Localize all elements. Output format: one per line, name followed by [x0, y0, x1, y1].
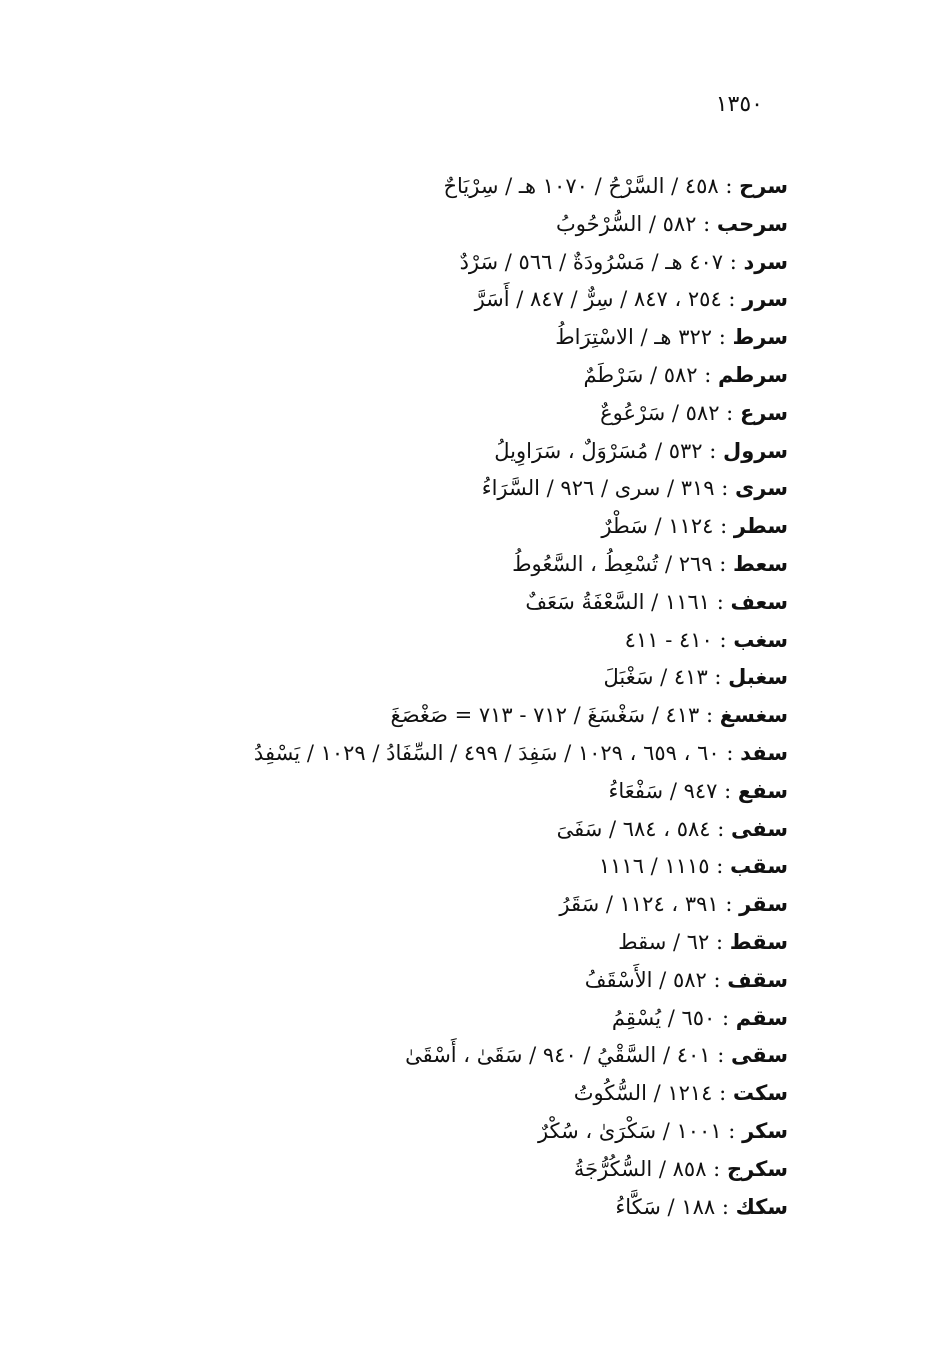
entry-root: سرد [743, 249, 788, 274]
entry-root: سرى [735, 476, 788, 501]
entry-root: سقف [727, 967, 788, 992]
entry-root: سرع [739, 400, 788, 425]
index-entry: سرول : ٥٣٢ / مُسَرْوَلٌ ، سَرَاوِيلُ [494, 438, 788, 463]
entry-root: سغبل [728, 665, 788, 690]
entry-root: سعف [730, 589, 788, 614]
entry-refs: ٤١٠ - ٤١١ [624, 627, 713, 652]
entry-root: سرط [732, 325, 788, 350]
entry-refs: ٢٦٩ / تُسْعِطُ ، السَّعُوطُ [512, 551, 713, 576]
index-entry: سغب : ٤١٠ - ٤١١ [624, 627, 788, 652]
index-entry: سرع : ٥٨٢ / سَرْعُوعٌ [600, 400, 788, 425]
entry-root: سرحب [716, 211, 788, 236]
index-entry: سقف : ٥٨٢ / الأَسْقَفُ [584, 967, 788, 992]
entry-refs: ٥٨٤ ، ٦٨٤ / سَفَىَ [556, 816, 711, 841]
entry-refs: ٤١٣ / سَغْبَلَ [603, 665, 708, 690]
index-entry: سعف : ١١٦١ / السَّعْفَةُ سَعَفٌ [525, 589, 788, 614]
entry-root: سفع [737, 778, 788, 803]
entry-root: سكرج [726, 1156, 788, 1181]
entry-refs: ٦٠ ، ٦٥٩ ، ١٠٢٩ / سَفِدَ / ٤٩٩ / السِّفَادُ / ١٠٢٩ / يَسْفِدُ [253, 740, 720, 765]
entry-refs: ١١٢٤ / سَطْرٌ [601, 514, 714, 539]
index-entry: سكرج : ٨٥٨ / السُّكُرُّجَةُ [573, 1156, 788, 1181]
entry-root: سكت [732, 1081, 788, 1106]
entry-refs: ٥٨٢ / سَرْطَمٌ [583, 362, 698, 387]
entry-refs: ١٢١٤ / السُّكُوتُ [573, 1081, 713, 1106]
index-entry: سرطم : ٥٨٢ / سَرْطَمٌ [583, 362, 788, 387]
entry-root: سقر [739, 892, 788, 917]
index-entry: سقم : ٦٥٠ / يُسْقِمُ [611, 1005, 788, 1030]
entry-root: سقب [730, 854, 788, 879]
entry-root: سكك [735, 1194, 788, 1219]
index-entry: سرى : ٣١٩ / سرى / ٩٢٦ / السَّرَاءُ [481, 476, 788, 501]
index-entry: سغسغ : ٤١٣ / سَغْسَغَ / ٧١٢ - ٧١٣ = صَغْصَغَ [390, 703, 788, 728]
index-entry: سرح : ٤٥٨ / السَّرْحُ / ١٠٧٠ هـ / سِرْيَاحٌ [443, 174, 788, 198]
index-entries [68, 168, 788, 1226]
index-entry: سفع : ٩٤٧ / سَفْعَاءُ [608, 778, 788, 803]
entry-root: سرول [723, 438, 788, 463]
entry-refs: ٤٠٧ هـ / مَسْرُودَةٌ / ٥٦٦ / سَرْدٌ [459, 249, 724, 274]
entry-refs: ٤٥٨ / السَّرْحُ / ١٠٧٠ هـ / سِرْيَاحٌ [443, 174, 719, 198]
entry-refs: ١٨٨ / سَكَّاءُ [615, 1194, 716, 1219]
index-entry: سطر : ١١٢٤ / سَطْرٌ [601, 514, 788, 539]
entry-refs: ٥٨٢ / السُّرْحُوبُ [556, 211, 697, 236]
entry-refs: ٨٥٨ / السُّكُرُّجَةُ [573, 1156, 707, 1181]
index-entry: سغبل : ٤١٣ / سَغْبَلَ [603, 665, 788, 690]
entry-refs: ٣١٩ / سرى / ٩٢٦ / السَّرَاءُ [481, 476, 715, 501]
entry-root: سقم [735, 1005, 788, 1030]
index-entry: سعط : ٢٦٩ / تُسْعِطُ ، السَّعُوطُ [512, 551, 788, 576]
index-entry: سرحب : ٥٨٢ / السُّرْحُوبُ [556, 211, 788, 236]
index-entry: سقب : ١١١٥ / ١١١٦ [598, 854, 788, 879]
entry-refs: ٢٥٤ ، ٨٤٧ / سِرٌّ / ٨٤٧ / أَسَرَّ [474, 287, 722, 312]
entry-root: سقى [730, 1043, 788, 1068]
entry-refs: ٤١٣ / سَغْسَغَ / ٧١٢ - ٧١٣ = صَغْصَغَ [390, 703, 700, 728]
index-entry: سفد : ٦٠ ، ٦٥٩ ، ١٠٢٩ / سَفِدَ / ٤٩٩ / السِّفَادُ / ١٠٢٩ / يَسْفِدُ [253, 740, 788, 765]
entry-refs: ٣٢٢ هـ / الاسْتِرَاطُ [555, 325, 713, 350]
index-entry: سرر : ٢٥٤ ، ٨٤٧ / سِرٌّ / ٨٤٧ / أَسَرَّ [474, 287, 788, 312]
entry-root: سعط [733, 551, 788, 576]
entry-root: سفد [740, 740, 788, 765]
index-entry: سكر : ١٠٠١ / سَكْرَىٰ ، سُكْرٌ [537, 1118, 788, 1143]
index-entry: سقط : ٦٢ / سقط [618, 929, 788, 954]
entry-refs: ٥٨٢ / سَرْعُوعٌ [600, 400, 720, 425]
entry-refs: ٩٤٧ / سَفْعَاءُ [608, 778, 718, 803]
entry-root: سكر [742, 1118, 788, 1143]
entry-refs: ١١١٥ / ١١١٦ [598, 854, 710, 879]
entry-root: سرر [742, 287, 788, 312]
index-entry: سقى : ٤٠١ / السَّقْيُ / ٩٤٠ / سَقَىٰ ، أَسْقَىٰ [405, 1043, 788, 1068]
entry-root: سقط [729, 929, 788, 954]
entry-refs: ٥٣٢ / مُسَرْوَلٌ ، سَرَاوِيلُ [494, 438, 703, 463]
page-number: ١٣٥٠ [715, 92, 763, 117]
entry-root: سفى [730, 816, 788, 841]
entry-refs: ١٠٠١ / سَكْرَىٰ ، سُكْرٌ [537, 1118, 722, 1143]
index-entry: سفى : ٥٨٤ ، ٦٨٤ / سَفَىَ [556, 816, 788, 841]
entry-refs: ٦٢ / سقط [618, 929, 710, 954]
index-entry: سرط : ٣٢٢ هـ / الاسْتِرَاطُ [555, 325, 788, 350]
entry-root: سغسغ [719, 703, 788, 728]
entry-root: سرح [739, 174, 788, 198]
entry-root: سغب [733, 627, 788, 652]
entry-refs: ٦٥٠ / يُسْقِمُ [611, 1005, 716, 1030]
index-entry: سكت : ١٢١٤ / السُّكُوتُ [573, 1081, 788, 1106]
entry-refs: ٤٠١ / السَّقْيُ / ٩٤٠ / سَقَىٰ ، أَسْقَىٰ [405, 1043, 711, 1068]
entry-root: سرطم [718, 362, 788, 387]
entry-root: سطر [733, 514, 788, 539]
entry-refs: ٥٨٢ / الأَسْقَفُ [584, 967, 707, 992]
entry-refs: ١١٦١ / السَّعْفَةُ سَعَفٌ [525, 589, 711, 614]
index-entry: سرد : ٤٠٧ هـ / مَسْرُودَةٌ / ٥٦٦ / سَرْدٌ [459, 249, 788, 274]
entry-refs: ٣٩١ ، ١١٢٤ / سَقَرُ [559, 892, 719, 917]
index-entry: سكك : ١٨٨ / سَكَّاءُ [615, 1194, 788, 1219]
index-entry: سقر : ٣٩١ ، ١١٢٤ / سَقَرُ [559, 892, 788, 917]
